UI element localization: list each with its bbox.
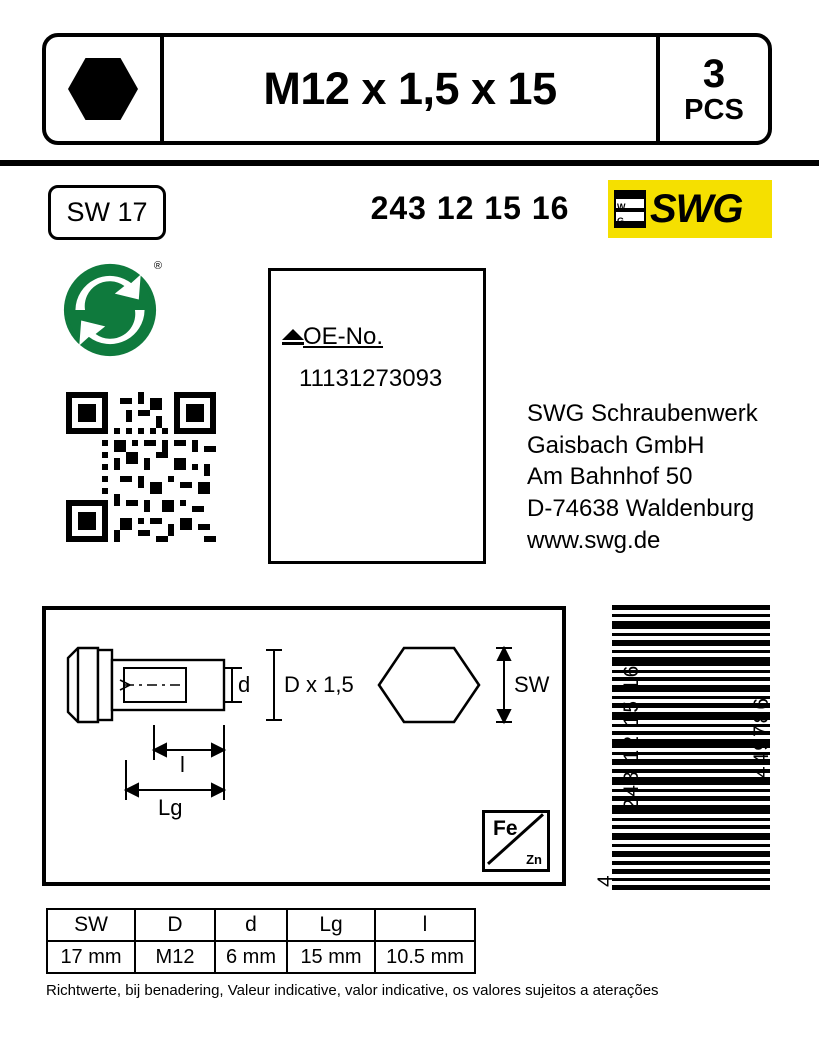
- col-header-d-major: D: [135, 909, 215, 941]
- quantity-cell: [660, 37, 768, 141]
- oe-value: 11131273093: [299, 365, 443, 392]
- product-title-cell: [164, 37, 660, 141]
- cell-sw: 17 mm: [47, 941, 135, 973]
- spec-table: [46, 908, 476, 974]
- wrench-size-label: SW 17: [66, 197, 148, 227]
- barcode-digits-left: 243 12 15 16: [620, 663, 643, 811]
- col-header-sw: SW: [47, 909, 135, 941]
- hex-head-cell: [46, 37, 164, 141]
- label-lg: Lg: [158, 795, 183, 820]
- brand-logo: [608, 180, 772, 238]
- swg-mark-icon: S W G: [614, 190, 646, 228]
- cell-d-minor: 6 mm: [215, 941, 287, 973]
- barcode-digits-right: 449786: [750, 695, 773, 779]
- label-thread-diameter: D x 1,5: [284, 672, 354, 697]
- qr-code: [66, 392, 216, 542]
- address-line: D-74638 Waldenburg: [527, 495, 755, 523]
- oe-number-box: [268, 268, 486, 564]
- technical-drawing: [42, 606, 566, 886]
- address-line: SWG Schraubenwerk: [527, 400, 758, 427]
- address-line: Gaisbach GmbH: [527, 431, 705, 459]
- coating-plating: Zn: [526, 852, 542, 867]
- page-title: M12 x 1,5 x 15: [263, 63, 557, 114]
- title-bar: [42, 33, 772, 145]
- footnote: Richtwerte, bij benadering, Valeur indicative, valor indicative, os valores sujeitos a aterações: [46, 982, 659, 999]
- oe-caret-icon: [282, 329, 304, 340]
- quantity-number: 3: [702, 51, 726, 96]
- brand-name: SWG: [650, 186, 743, 231]
- barcode-lead-digit: 4: [594, 875, 617, 887]
- label-l: l: [180, 752, 185, 777]
- table-row: [47, 941, 475, 973]
- quantity-unit: PCS: [684, 93, 744, 126]
- cell-d-major: M12: [135, 941, 215, 973]
- coating-badge: [482, 810, 550, 872]
- col-header-lg: Lg: [287, 909, 375, 941]
- address-line: Am Bahnhof 50: [527, 463, 693, 491]
- cell-l: 10.5 mm: [375, 941, 475, 973]
- label-d: d: [238, 672, 251, 697]
- oe-caret-line-icon: [282, 342, 304, 345]
- article-number: 243 12 15 16: [370, 190, 570, 226]
- table-row-header: [47, 909, 475, 941]
- coating-base: Fe: [493, 817, 518, 840]
- green-dot-recycling-icon: [62, 260, 162, 358]
- hexagon-head-icon: [68, 58, 138, 120]
- col-header-d-minor: d: [215, 909, 287, 941]
- registered-mark: ®: [153, 260, 162, 272]
- oe-label: OE-No.: [303, 323, 384, 350]
- address-line: www.swg.de: [527, 526, 661, 554]
- cell-lg: 15 mm: [287, 941, 375, 973]
- label-sw: SW: [514, 672, 550, 697]
- divider: [0, 160, 819, 166]
- company-address: [527, 398, 758, 556]
- wrench-size-badge: [48, 185, 166, 240]
- barcode: [594, 605, 773, 925]
- col-header-l: l: [375, 909, 475, 941]
